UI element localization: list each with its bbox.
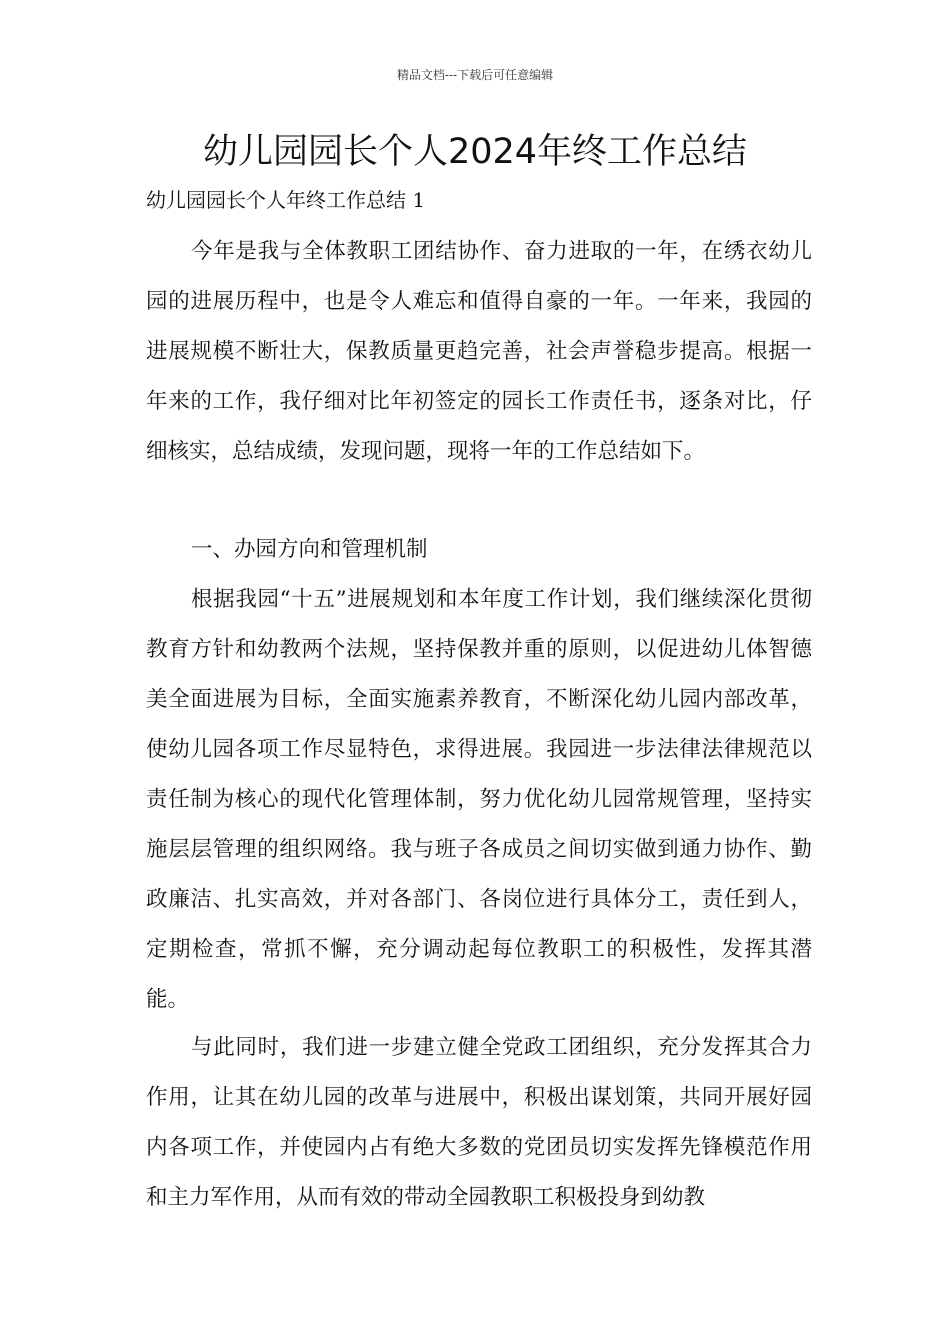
paragraph-management: 根据我园“十五”进展规划和本年度工作计划，我们继续深化贯彻教育方针和幼教两个法规，坚持保教并重的原则，以促进幼儿体智德美全面进展为目标，全面实施素养教育，不断深化幼儿园内部改革，使幼儿园各项工作尽显特色，求得进展。我园进一步法律法律规范以责任制为核心的现代化管理体制，努力优化幼儿园常规管理，坚持实施层层管理的组织网络。我与班子各成员之间切实做到通力协作、勤政廉洁、扎实高效，并对各部门、各岗位进行具体分工，责任到人，定期检查，常抓不懈，充分调动起每位教职工的积极性，发挥其潜能。: [146, 587, 812, 1012]
paragraph-intro: 今年是我与全体教职工团结协作、奋力进取的一年，在绣衣幼儿园的进展历程中，也是令人难忘和值得自豪的一年。一年来，我园的进展规模不断壮大，保教质量更趋完善，社会声誉稳步提高。根据一年来的工作，我仔细对比年初签定的园长工作责任书，逐条对比，仔细核实，总结成绩，发现问题，现将一年的工作总结如下。: [146, 239, 812, 464]
section-heading: 一、办园方向和管理机制: [191, 537, 428, 562]
document-title: 幼儿园园长个人2024年终工作总结: [202, 132, 748, 172]
paragraph-party-organization: 与此同时，我们进一步建立健全党政工团组织，充分发挥其合力作用，让其在幼儿园的改革与进展中，积极出谋划策，共同开展好园内各项工作，并使园内占有绝大多数的党团员切实发挥先锋模范作用和主力军作用，从而有效的带动全园教职工积极投身到幼教: [146, 1035, 812, 1210]
header-note: 精品文档---下载后可任意编辑: [396, 68, 554, 82]
document-subtitle: 幼儿园园长个人年终工作总结 1: [146, 188, 426, 212]
